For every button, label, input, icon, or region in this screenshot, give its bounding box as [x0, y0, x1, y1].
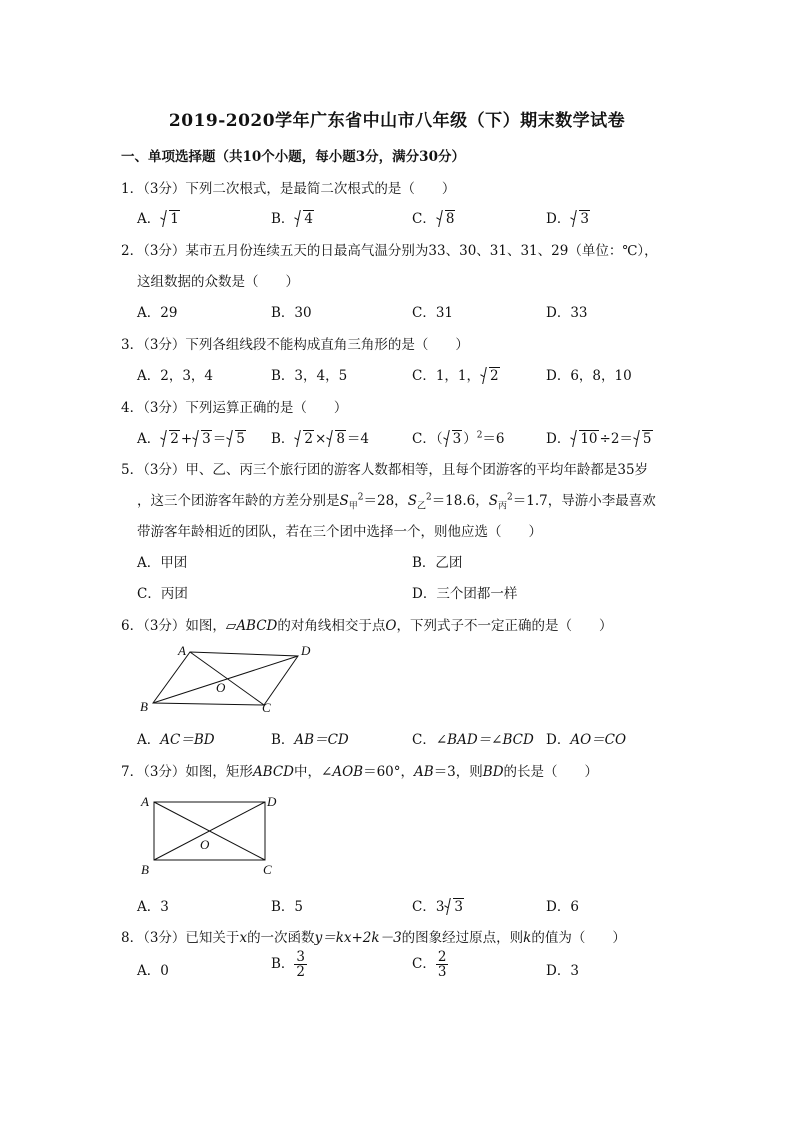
question-8-stem: 8．（3分）已知关于x的一次函数y＝kx+2k－3的图象经过原点，则k的值为（ ）: [121, 930, 626, 946]
q8-option-b: B． $\frac{3}{2}$: [271, 949, 306, 981]
q5-option-a: A．甲团: [137, 555, 188, 571]
q8-option-c: C． $\frac{2}{3}$: [412, 949, 447, 981]
vertex-label-b: B: [140, 699, 148, 714]
q5-option-c: C．丙团: [137, 586, 188, 602]
q7-option-a: A．3: [137, 899, 169, 915]
question-1-stem: 1．（3分）下列二次根式，是最简二次根式的是（ ）: [121, 181, 456, 197]
q6-option-b: B．AB＝CD: [271, 732, 349, 748]
q8-option-d: D．3: [546, 963, 579, 979]
q6-option-a: A．AC＝BD: [137, 732, 215, 748]
question-3-stem: 3．（3分）下列各组线段不能构成直角三角形的是（ ）: [121, 337, 469, 353]
question-5-stem: 5．（3分）甲、乙、丙三个旅行团的游客人数都相等，且每个团游客的平均年龄都是35岁: [121, 462, 649, 478]
q7-option-c: C．3 3: [412, 899, 464, 915]
q4-option-a: A． 2 + 3 ＝ 5: [137, 431, 245, 447]
q6-option-c: C．∠BAD＝∠BCD: [412, 732, 534, 748]
q3-option-d: D．6，8，10: [546, 368, 632, 384]
vertex-label-c: C: [263, 862, 272, 877]
vertex-label-b: B: [141, 862, 149, 877]
vertex-label-d: D: [301, 643, 311, 658]
q4-option-b: B． 2 × 8 ＝4: [271, 431, 370, 447]
vertex-label-c: C: [262, 700, 271, 715]
q1-option-d: D． 3: [546, 211, 589, 227]
q1-option-a: A． 1: [137, 211, 179, 227]
rectangle-figure: [134, 790, 294, 880]
q2-option-d: D．33: [546, 305, 588, 321]
q1-option-c: C． 8: [412, 211, 455, 227]
section-heading: 一、单项选择题（共10个小题，每小题3分，满分30分）: [121, 149, 465, 165]
q5-option-d: D．三个团都一样: [412, 586, 518, 602]
q8-option-a: A．0: [137, 963, 169, 979]
question-2-stem-cont: 这组数据的众数是（ ）: [137, 274, 299, 290]
q4-option-c: C．（ 3 ）$^2$＝6: [412, 430, 505, 447]
vertex-label-a: A: [141, 794, 149, 809]
center-label-o: O: [200, 837, 210, 852]
question-7-stem: 7．（3分）如图，矩形ABCD中，∠AOB＝60°，AB＝3，则BD的长是（ ）: [121, 764, 599, 780]
question-5-stem-cont: 带游客年龄相近的团队，若在三个团中选择一个，则他应选（ ）: [137, 524, 542, 540]
vertex-label-a: A: [178, 643, 186, 658]
q3-option-b: B．3，4，5: [271, 368, 348, 384]
q7-option-d: D．6: [546, 899, 579, 915]
q2-option-a: A．29: [137, 305, 178, 321]
parallelogram-figure: [134, 640, 324, 718]
question-6-stem: 6．（3分）如图，▱ABCD的对角线相交于点O，下列式子不一定正确的是（ ）: [121, 618, 613, 634]
q3-option-c: C．1，1， 2: [412, 368, 499, 384]
q4-option-d: D． 10 ÷2＝ 5: [546, 431, 652, 447]
q6-option-d: D．AO＝CO: [546, 732, 627, 748]
q2-option-b: B．30: [271, 305, 312, 321]
q2-option-c: C．31: [412, 305, 454, 321]
question-2-stem: 2．（3分）某市五月份连续五天的日最高气温分别为33、30、31、31、29（单位：℃），: [121, 243, 658, 259]
vertex-label-d: D: [267, 794, 277, 809]
q1-option-b: B． 4: [271, 211, 314, 227]
question-5-stem-variance: ，这三个团游客年龄的方差分别是$S_甲^2=28$，$S_乙^2=18.6$，$S_丙^2=1.7$，导游小李最喜欢: [137, 492, 656, 512]
page-title: 2019-2020学年广东省中山市八年级（下）期末数学试卷: [168, 111, 626, 131]
q7-option-b: B．5: [271, 899, 304, 915]
q3-option-a: A．2，3，4: [137, 368, 214, 384]
center-label-o: O: [216, 680, 226, 695]
question-4-stem: 4．（3分）下列运算正确的是（ ）: [121, 400, 348, 416]
q5-option-b: B．乙团: [412, 555, 463, 571]
